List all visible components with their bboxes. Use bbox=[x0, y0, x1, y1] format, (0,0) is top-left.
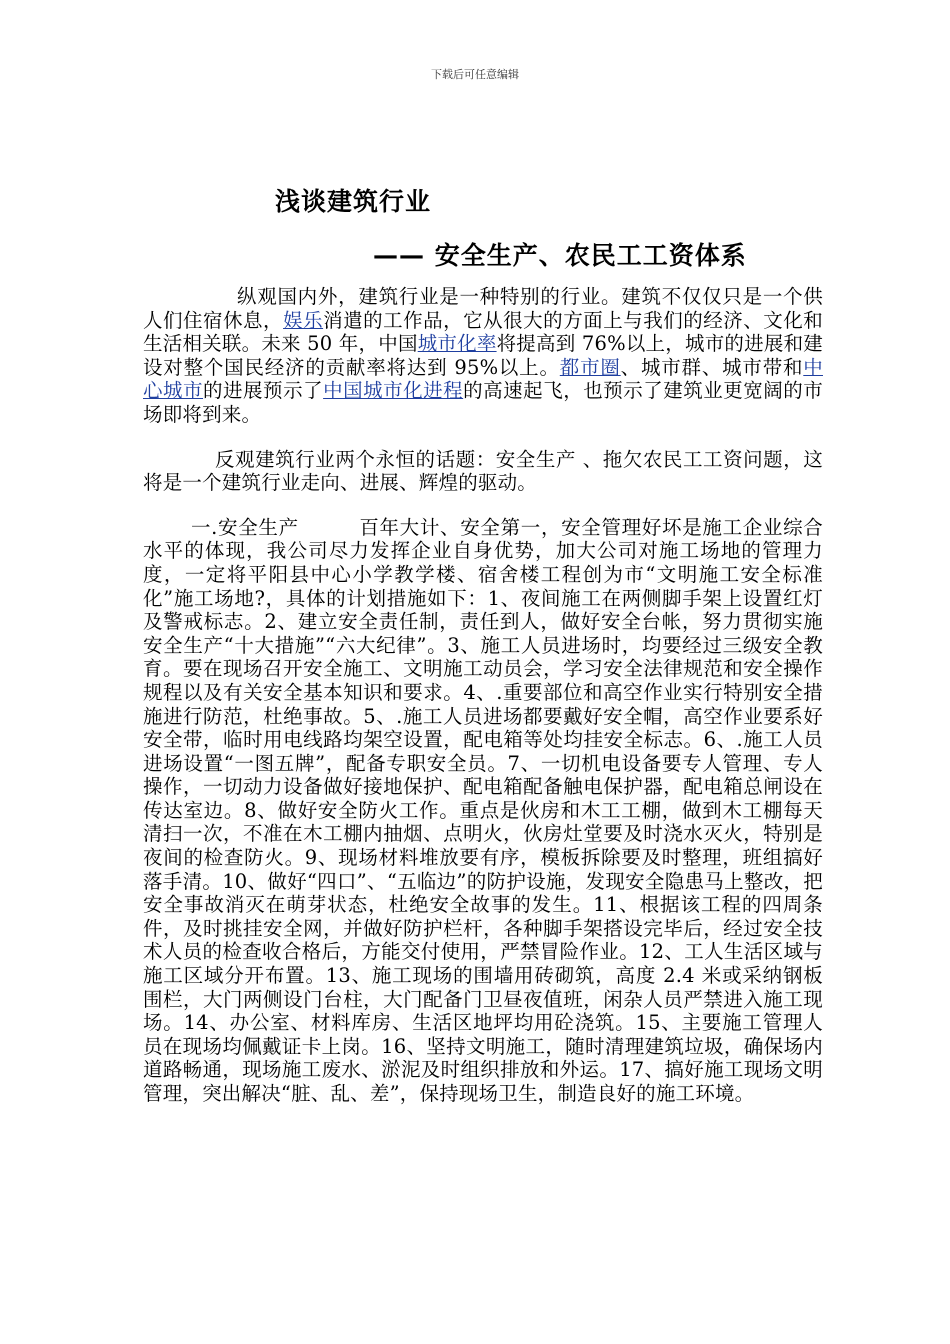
paragraph-safety: 一.安全生产 百年大计、安全第一，安全管理好坏是施工企业综合水平的体现，我公司尽力发挥企业自身优势，加大公司对施工场地的管理力度，一定将平阳县中心小学教学楼、宿舍楼工程创为市“文明施工安全标准化”施工场地?，具体的计划措施如下：1、夜间施工在两侧脚手架上设置红灯及警戒标志。2、建立安全责任制，责任到人，做好安全台帐，努力贯彻实施安全生产“十大措施”“六大纪律”。3、施工人员进场时，均要经过三级安全教育。要在现场召开安全施工、文明施工动员会，学习安全法律规范和安全操作规程以及有关安全基本知识和要求。4、.重要部位和高空作业实行特别安全措施进行防范，杜绝事故。5、.施工人员进场都要戴好安全帽，高空作业要系好安全带，临时用电线路均架空设置，配电箱等处均挂安全标志。6、.施工人员进场设置“一图五牌”，配备专职安全员。7、一切机电设备要专人管理、专人操作，一切动力设备做好接地保护、配电箱配备触电保护器，配电箱总闸设在传达室边。8、做好安全防火工作。重点是伙房和木工工棚，做到木工棚每天清扫一次，不准在木工棚内抽烟、点明火，伙房灶堂要及时浇水灭火，特别是夜间的检查防火。9、现场材料堆放要有序，模板拆除要及时整理，班组搞好落手清。10、做好“四口”、“五临边”的防护设施，发现安全隐患马上整改，把安全事故消灭在萌芽状态，杜绝安全故事的发生。11、根据该工程的四周条件，及时挑挂安全网，并做好防护栏杆，各种脚手架搭设完毕后，经过安全技术人员的检查收合格后，方能交付使用，严禁冒险作业。12、工人生活区域与施工区域分开布置。13、施工现场的围墙用砖砌筑，高度 2.4 米或采纳钢板围栏，大门两侧设门台柱，大门配备门卫昼夜值班，闲杂人员严禁进入施工现场。14、办公室、材料库房、生活区地坪均用砼浇筑。15、主要施工管理人员在现场均佩戴证卡上岗。16、坚持文明施工，随时清理建筑垃圾，确保场内道路畅通，现场施工废水、淤泥及时组织排放和外运。17、搞好施工现场文明管理，突出解决“脏、乱、差”，保持现场卫生，制造良好的施工环境。 bbox=[143, 515, 823, 1105]
paragraph-topics: 反观建筑行业两个永恒的话题：安全生产 、拖欠农民工工资问题，这将是一个建筑行业走向、进展、辉煌的驱动。 bbox=[143, 447, 823, 495]
text-segment: 将提高到 76%以上，城市的进展和建设对整个国民经济的贡献率将达到 95%以上。 bbox=[143, 332, 824, 379]
document-subtitle: —— 安全生产、农民工工资体系 bbox=[373, 241, 747, 270]
link-metropolitan-area[interactable]: 都市圈 bbox=[559, 355, 621, 379]
text-segment: 、城市群、城市带和 bbox=[620, 355, 804, 379]
link-yule[interactable]: 娱乐 bbox=[283, 308, 324, 332]
link-central-city[interactable]: 中心城市 bbox=[143, 355, 823, 403]
text-segment: 纵观国内外，建筑行业是一种特别的行业。建筑不仅仅只是一个供人们住宿休息， bbox=[143, 285, 823, 332]
text-segment: 的高速起飞，也预示了建筑业更宽阔的市场即将到来。 bbox=[143, 379, 823, 426]
document-title: 浅谈建筑行业 bbox=[275, 187, 432, 216]
link-china-urbanization[interactable]: 中国城市化进程 bbox=[323, 379, 464, 403]
header-note: 下载后可任意编辑 bbox=[431, 68, 519, 81]
paragraph-intro bbox=[143, 285, 823, 427]
text-segment: 的进展预示了 bbox=[203, 379, 324, 403]
document-body bbox=[143, 285, 823, 1127]
link-urbanization-rate[interactable]: 城市化率 bbox=[417, 332, 497, 356]
text-segment: 消遣的工作品，它从很大的方面上与我们的经济、文化和生活相关联。未来 50 年，中国 bbox=[143, 308, 823, 356]
